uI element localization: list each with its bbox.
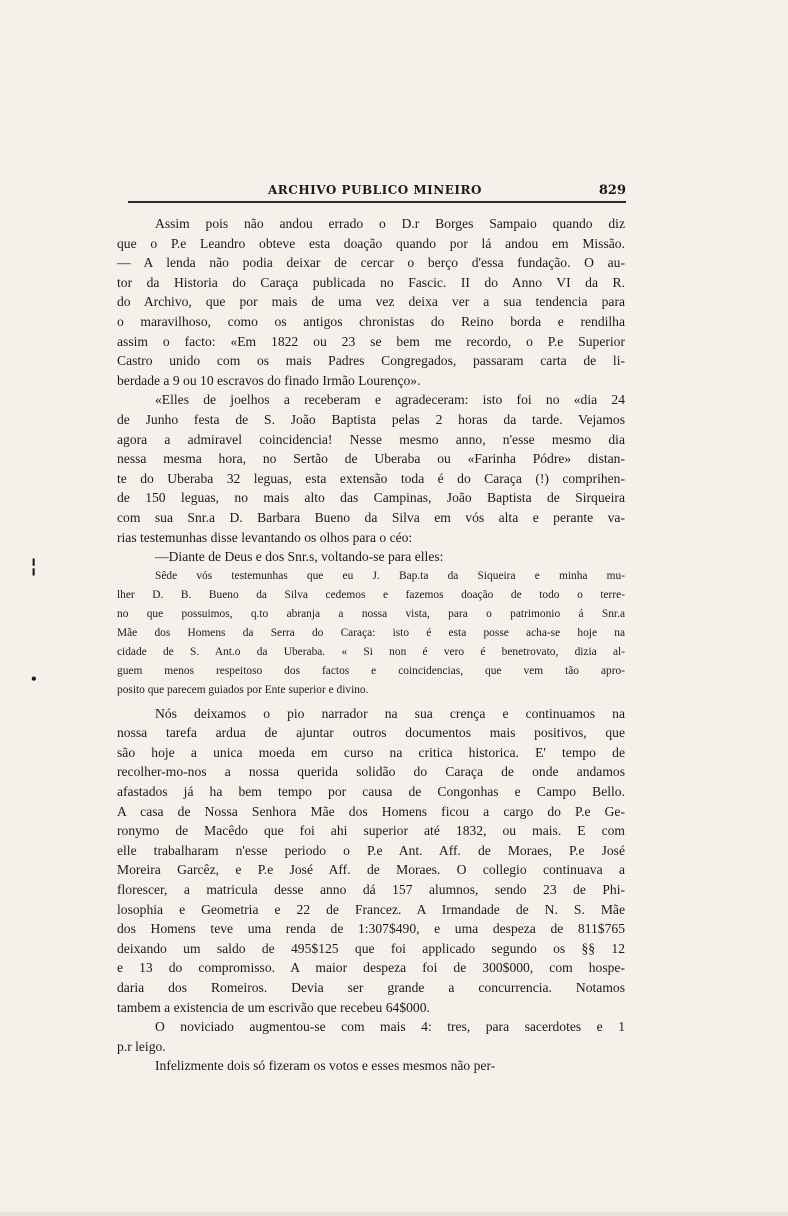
paragraph (117, 1056, 625, 1076)
text-line: são hoje a unica moeda em curso na critica historica. E' tempo de (117, 744, 625, 760)
text-line: cidade de S. Ant.o da Uberaba. « Si non é vero é benetrovato, dizia al- (117, 645, 625, 658)
text-line: de Junho festa de S. João Baptista pelas 2 horas da tarde. Vejamos (117, 411, 625, 427)
text-line: lher D. B. Bueno da Silva cedemos e fazemos doação de todo o terre- (117, 588, 625, 601)
text-line: elle trabalharam n'esse periodo o P.e Ant. Aff. de Moraes, P.e José (117, 842, 625, 858)
text-line: O noviciado augmentou-se com mais 4: tres, para sacerdotes e 1 (155, 1019, 625, 1035)
paragraph (117, 567, 625, 700)
text-line: losophia e Geometria e 22 de Francez. A Irmandade de N. S. Mãe (117, 901, 625, 917)
page-number: 829 (598, 183, 626, 198)
text-line: ronymo de Macêdo que foi ahi superior até 1832, ou mais. E com (117, 823, 625, 839)
text-line: tor da Historia do Caraça publicada no Fascic. II do Anno VI da R. (117, 274, 625, 290)
text-line: do Archivo, que por mais de uma vez deixa ver a sua tendencia para (117, 294, 625, 310)
text-line: e 13 do compromisso. A maior despeza foi de 300$000, com hospe- (117, 960, 625, 976)
margin-mark: • (30, 672, 38, 686)
text-line: A casa de Nossa Senhora Mãe dos Homens ficou a cargo do P.e Ge- (117, 803, 625, 819)
text-line: que o P.e Leandro obteve esta doação quando por lá andou em Missão. (117, 235, 625, 251)
body-text (117, 214, 625, 1076)
text-line: afastados já ha bem tempo por causa de Congonhas e Campo Bello. (117, 784, 625, 800)
text-line: o maravilhoso, como os antigos chronistas do Reino borda e rendilha (117, 313, 625, 329)
page-edge (0, 1212, 788, 1216)
text-line: recolher-mo-nos a nossa querida solidão do Caraça de onde andamos (117, 764, 625, 780)
text-line: te do Uberaba 32 leguas, esta extensão toda é do Caraça (!) comprihen- (117, 470, 625, 486)
running-header (128, 183, 626, 203)
paragraph (117, 214, 625, 390)
text-line: posito que parecem guiados por Ente superior e divino. (117, 683, 369, 696)
text-line: p.r leigo. (117, 1038, 166, 1054)
text-line: no que possuimos, q.to abranja a nossa vista, para o patrimonio á Snr.a (117, 607, 625, 620)
text-line: Castro unido com os mais Padres Congregados, passaram carta de li- (117, 353, 625, 369)
text-line: berdade a 9 ou 10 escravos do finado Irmão Lourenço». (117, 372, 421, 388)
text-line: daria dos Romeiros. Devia ser grande a concurrencia. Notamos (117, 980, 625, 995)
text-line: florescer, a matricula desse anno dá 157 alumnos, sendo 23 de Phi- (117, 882, 625, 898)
text-line: de 150 leguas, no mais alto das Campinas, João Baptista de Sirqueira (117, 490, 625, 506)
text-line: nessa mesma hora, no Sertão de Uberaba ou «Farinha Pódre» distan- (117, 451, 625, 467)
header-rule (128, 201, 626, 203)
margin-mark: ¦ (30, 553, 38, 577)
text-line: guem menos respeitoso dos factos e coincidencias, que vem tão apro- (117, 664, 625, 677)
paragraph (117, 1017, 625, 1056)
text-line: Sêde vós testemunhas que eu J. Bap.ta da Siqueira e minha mu- (155, 569, 625, 582)
text-line: deixando um saldo de 495$125 que foi applicado segundo os §§ 12 (117, 940, 625, 956)
text-line: Infelizmente dois só fizeram os votos e esses mesmos não per- (155, 1058, 496, 1074)
header-title: ARCHIVO PUBLICO MINEIRO (268, 183, 482, 197)
text-line: Assim pois não andou errado o D.r Borges Sampaio quando diz (155, 216, 625, 231)
text-line: nossa tarefa ardua de ajuntar outros documentos mais positivos, que (117, 725, 625, 741)
text-line: com sua Snr.a D. Barbara Bueno da Silva em vós alta e perante va- (117, 509, 625, 525)
text-line: Moreira Garcêz, e P.e José Aff. de Moraes. O collegio continuava a (117, 862, 625, 878)
text-line: assim o facto: «Em 1822 ou 23 se bem me recordo, o P.e Superior (117, 333, 625, 349)
text-line: dos Homens teve uma renda de 1:307$490, e uma despeza de 811$765 (117, 921, 625, 937)
text-line: «Elles de joelhos a receberam e agradeceram: isto foi no «dia 24 (155, 392, 625, 408)
text-line: — A lenda não podia deixar de cercar o berço d'essa fundação. O au- (117, 255, 625, 271)
text-line: Mãe dos Homens da Serra do Caraça: isto é esta posse acha-se hoje na (117, 626, 625, 639)
paragraph (117, 390, 625, 547)
text-line: rias testemunhas disse levantando os olhos para o céo: (117, 529, 413, 545)
text-line: tambem a existencia de um escrivão que recebeu 64$000. (117, 999, 430, 1015)
text-line: agora a admiravel coincidencia! Nesse mesmo anno, n'esse mesmo dia (117, 431, 625, 447)
text-line: —Diante de Deus e dos Snr.s, voltando-se para elles: (155, 549, 444, 565)
paragraph (117, 547, 625, 567)
text-line: Nós deixamos o pio narrador na sua crença e continuamos na (155, 705, 625, 721)
paragraph (117, 704, 625, 1018)
